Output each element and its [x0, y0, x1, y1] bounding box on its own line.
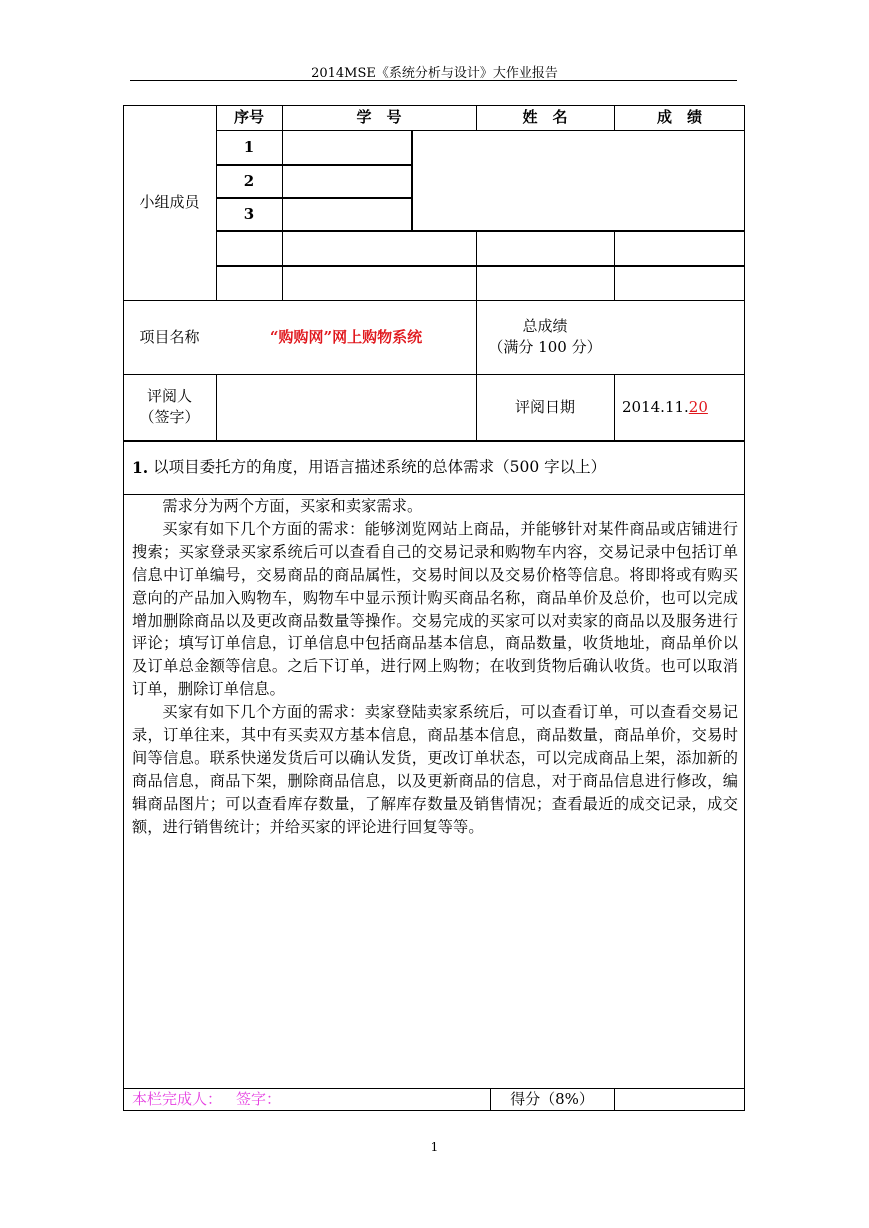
divider	[216, 230, 745, 232]
page-header: 2014MSE《系统分析与设计》大作业报告	[311, 66, 558, 81]
col-id-header: 学 号	[356, 108, 402, 126]
reviewer-label	[123, 374, 216, 440]
section1-body	[132, 495, 738, 839]
member-row-index: 2	[243, 171, 255, 190]
divider	[476, 231, 477, 300]
section1-heading	[132, 441, 732, 494]
divider	[282, 231, 283, 300]
total-score-label	[476, 300, 614, 374]
body-paragraph: 买家有如下几个方面的需求：能够浏览网站上商品，并能够针对某件商品或店铺进行搜索；买家登录买家系统后可以查看自己的交易记录和购物车内容，交易记录中包括订单信息中订单编号，交易商品的商品属性，交易时间以及交易价格等信息。将即将或有购买意向的产品加入购物车，购物车中显示预计购买商品名称，商品单价及总价，也可以完成增加删除商品以及更改商品数量等操作。交易完成的买家可以对卖家的商品以及服务进行评论；填写订单信息，订单信息中包括商品基本信息，商品数量，收货地址，商品单价以及订单总金额等信息。之后下订单，进行网上购物；在收到货物后确认收货。也可以取消订单，删除订单信息。	[132, 519, 738, 699]
col-name-header: 姓 名	[522, 108, 568, 126]
review-date-label: 评阅日期	[514, 397, 575, 416]
total-score-note: （满分 100 分）	[488, 338, 602, 356]
body-paragraph: 买家有如下几个方面的需求：卖家登陆卖家系统后，可以查看订单，可以查看交易记录，订单往来，其中有买卖双方基本信息，商品基本信息，商品数量，商品单价，交易时间等信息。联系快递发货后可以确认发货，更改订单状态，可以完成商品上架，添加新的商品信息，商品下架，删除商品信息，以及更新商品的信息，对于商品信息进行修改，编辑商品图片；可以查看库存数量，了解库存数量及销售情况；查看最近的成交记录，成交额，进行销售统计；并给买家的评论进行回复等等。	[132, 703, 738, 836]
project-label: 项目名称	[139, 327, 200, 346]
member-row-index: 3	[243, 204, 255, 223]
col-index-header: 序号	[233, 108, 264, 126]
review-date-day: 20	[688, 397, 708, 416]
body-paragraph: 需求分为两个方面，买家和卖家需求。	[162, 497, 423, 515]
members-label: 小组成员	[139, 193, 200, 211]
completer-label: 本栏完成人：	[132, 1090, 223, 1108]
divider	[614, 374, 615, 440]
divider	[216, 265, 745, 267]
project-name: “购购网”网上购物系统	[269, 327, 423, 346]
divider	[614, 231, 615, 300]
member-row-index: 1	[243, 138, 255, 156]
review-date-value	[622, 374, 742, 440]
divider	[411, 131, 413, 231]
header-rule	[130, 80, 737, 81]
section1-title: 以项目委托方的角度，用语言描述系统的总体需求（500 字以上）	[153, 457, 607, 476]
total-score-title: 总成绩	[522, 317, 568, 335]
section1-score-label: 得分（8%）	[510, 1090, 594, 1108]
page-number: 1	[430, 1140, 439, 1154]
section1-completer	[132, 1088, 472, 1111]
sign-label: 签字：	[236, 1090, 282, 1108]
section1-number: 1.	[132, 457, 149, 477]
reviewer-note: （签字）	[139, 408, 200, 426]
divider	[614, 1088, 615, 1111]
col-score-header: 成 绩	[656, 108, 702, 126]
divider	[216, 130, 745, 131]
review-date-prefix: 2014.11.	[622, 397, 689, 416]
divider	[216, 374, 217, 440]
reviewer-title: 评阅人	[146, 387, 192, 405]
